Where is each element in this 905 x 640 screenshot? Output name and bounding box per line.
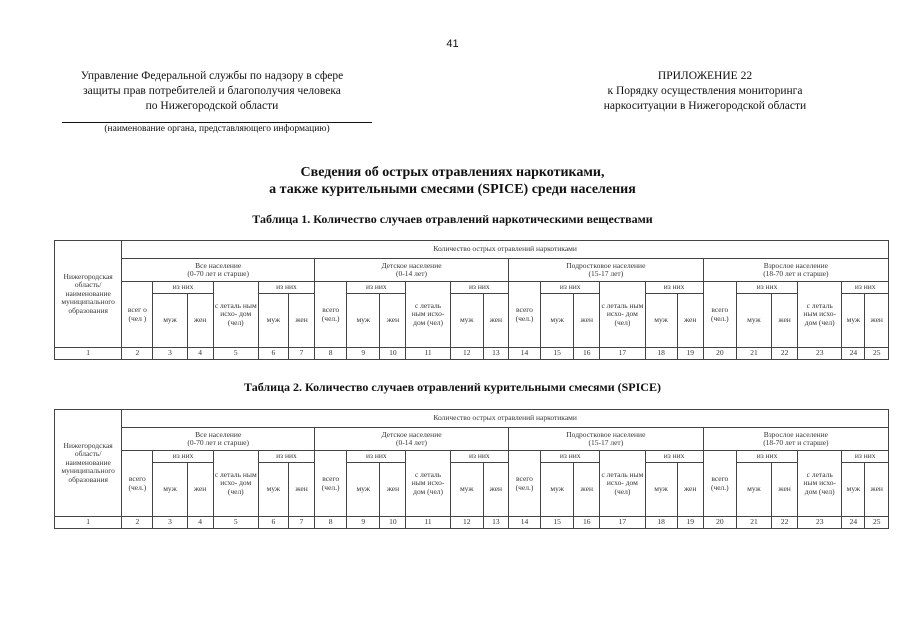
female-header: жен bbox=[288, 294, 314, 348]
total-header: всег о (чел ) bbox=[122, 282, 153, 348]
of-them-header: из них bbox=[645, 282, 703, 294]
col-number: 21 bbox=[736, 348, 771, 360]
org-line: защиты прав потребителей и благополучия человека bbox=[83, 85, 341, 97]
col-number: 6 bbox=[258, 348, 288, 360]
table-caption: Таблица 2. Количество случаев отравлений курительными смесями (SPICE) bbox=[244, 380, 661, 394]
col-number: 21 bbox=[736, 517, 771, 529]
female-header: жен bbox=[574, 294, 600, 348]
total-header: всего (чел.) bbox=[315, 451, 347, 517]
female-header: жен bbox=[187, 463, 213, 517]
group-header: Все население (0-70 лет и старше) bbox=[122, 428, 315, 451]
male-header: муж bbox=[736, 294, 771, 348]
male-header: муж bbox=[347, 463, 380, 517]
lethal-header: с леталь ным исхо- дом (чел) bbox=[798, 282, 842, 348]
total-header: всего (чел.) bbox=[703, 282, 736, 348]
female-header: жен bbox=[677, 463, 703, 517]
lethal-header: с леталь ным исхо- дом (чел) bbox=[213, 282, 258, 348]
appendix-header bbox=[575, 69, 835, 114]
col-number: 19 bbox=[677, 517, 703, 529]
female-header: жен bbox=[865, 463, 889, 517]
top-header: Количество острых отравлений наркотиками bbox=[122, 241, 889, 259]
appendix-line: наркоситуации в Нижегородской области bbox=[603, 100, 807, 112]
top-header: Количество острых отравлений наркотиками bbox=[122, 410, 889, 428]
of-them-header: из них bbox=[153, 451, 213, 463]
region-header: Нижегородская область/ наименование муниципального образования bbox=[55, 410, 122, 517]
col-number: 25 bbox=[865, 348, 889, 360]
total-header: всего (чел.) bbox=[122, 451, 153, 517]
col-number: 1 bbox=[55, 348, 122, 360]
col-number: 18 bbox=[645, 517, 677, 529]
col-number: 4 bbox=[187, 517, 213, 529]
of-them-header: из них bbox=[258, 451, 314, 463]
total-header: всего (чел.) bbox=[508, 282, 540, 348]
org-line: Управление Федеральной службы по надзору в сфере bbox=[80, 70, 344, 82]
female-header: жен bbox=[772, 294, 798, 348]
male-header: муж bbox=[153, 294, 187, 348]
org-caption: (наименование органа, представляющего информацию) bbox=[104, 124, 330, 134]
col-number: 23 bbox=[798, 517, 842, 529]
col-number: 11 bbox=[406, 517, 450, 529]
col-number: 3 bbox=[153, 517, 187, 529]
col-number: 9 bbox=[347, 348, 380, 360]
organization-header bbox=[52, 69, 372, 114]
col-number: 5 bbox=[213, 348, 258, 360]
col-number: 25 bbox=[865, 517, 889, 529]
col-number: 17 bbox=[600, 517, 645, 529]
data-table bbox=[54, 240, 889, 360]
document-title bbox=[0, 164, 905, 198]
of-them-header: из них bbox=[258, 282, 314, 294]
male-header: муж bbox=[541, 294, 574, 348]
lethal-header: с леталь ным исхо- дом (чел) bbox=[600, 282, 645, 348]
col-number: 14 bbox=[508, 348, 540, 360]
col-number: 24 bbox=[842, 348, 865, 360]
col-number: 16 bbox=[574, 348, 600, 360]
group-header: Детское население (0-14 лет) bbox=[315, 428, 509, 451]
appendix-line: ПРИЛОЖЕНИЕ 22 bbox=[657, 70, 753, 82]
table-caption: Таблица 1. Количество случаев отравлений наркотическими веществами bbox=[252, 212, 653, 226]
column-number-row bbox=[55, 517, 889, 529]
region-header: Нижегородская область/ наименование муниципального образования bbox=[55, 241, 122, 348]
col-number: 2 bbox=[122, 348, 153, 360]
of-them-header: из них bbox=[541, 282, 600, 294]
col-number: 16 bbox=[574, 517, 600, 529]
lethal-header: с леталь ным исхо- дом (чел) bbox=[213, 451, 258, 517]
female-header: жен bbox=[483, 463, 508, 517]
col-number: 1 bbox=[55, 517, 122, 529]
col-number: 24 bbox=[842, 517, 865, 529]
total-header: всего (чел.) bbox=[703, 451, 736, 517]
title-line: а также курительными смесями (SPICE) среди населения bbox=[269, 182, 636, 197]
col-number: 4 bbox=[187, 348, 213, 360]
group-header: Все население (0-70 лет и старше) bbox=[122, 259, 315, 282]
male-header: муж bbox=[450, 463, 483, 517]
col-number: 19 bbox=[677, 348, 703, 360]
of-them-header: из них bbox=[645, 451, 703, 463]
total-header: всего (чел.) bbox=[315, 282, 347, 348]
col-number: 15 bbox=[541, 348, 574, 360]
female-header: жен bbox=[187, 294, 213, 348]
col-number: 9 bbox=[347, 517, 380, 529]
male-header: муж bbox=[645, 294, 677, 348]
org-line: по Нижегородской области bbox=[145, 100, 279, 112]
col-number: 7 bbox=[288, 348, 314, 360]
male-header: муж bbox=[153, 463, 187, 517]
of-them-header: из них bbox=[450, 451, 508, 463]
male-header: муж bbox=[258, 294, 288, 348]
col-number: 12 bbox=[450, 517, 483, 529]
col-number: 14 bbox=[508, 517, 540, 529]
data-table bbox=[54, 409, 889, 529]
appendix-line: к Порядку осуществления мониторинга bbox=[607, 85, 803, 97]
col-number: 20 bbox=[703, 348, 736, 360]
col-number: 18 bbox=[645, 348, 677, 360]
male-header: муж bbox=[736, 463, 771, 517]
of-them-header: из них bbox=[736, 282, 797, 294]
title-line: Сведения об острых отравлениях наркотиками, bbox=[300, 165, 605, 180]
female-header: жен bbox=[380, 294, 406, 348]
col-number: 12 bbox=[450, 348, 483, 360]
male-header: муж bbox=[842, 294, 865, 348]
male-header: муж bbox=[842, 463, 865, 517]
of-them-header: из них bbox=[347, 282, 406, 294]
col-number: 15 bbox=[541, 517, 574, 529]
col-number: 11 bbox=[406, 348, 450, 360]
page-number: 41 bbox=[446, 38, 459, 50]
group-header: Взрослое население (18-70 лет и старше) bbox=[703, 259, 888, 282]
col-number: 7 bbox=[288, 517, 314, 529]
lethal-header: с леталь ным исхо- дом (чел) bbox=[406, 451, 450, 517]
of-them-header: из них bbox=[842, 451, 889, 463]
of-them-header: из них bbox=[450, 282, 508, 294]
female-header: жен bbox=[677, 294, 703, 348]
col-number: 10 bbox=[380, 348, 406, 360]
female-header: жен bbox=[574, 463, 600, 517]
lethal-header: с леталь ным исхо- дом (чел) bbox=[798, 451, 842, 517]
male-header: муж bbox=[258, 463, 288, 517]
col-number: 22 bbox=[772, 348, 798, 360]
male-header: муж bbox=[450, 294, 483, 348]
signature-line bbox=[62, 122, 372, 123]
col-number: 23 bbox=[798, 348, 842, 360]
group-header: Подростковое население (15-17 лет) bbox=[508, 259, 703, 282]
total-header: всего (чел.) bbox=[508, 451, 540, 517]
col-number: 5 bbox=[213, 517, 258, 529]
female-header: жен bbox=[772, 463, 798, 517]
col-number: 2 bbox=[122, 517, 153, 529]
female-header: жен bbox=[380, 463, 406, 517]
col-number: 8 bbox=[315, 348, 347, 360]
col-number: 20 bbox=[703, 517, 736, 529]
female-header: жен bbox=[865, 294, 889, 348]
male-header: муж bbox=[645, 463, 677, 517]
male-header: муж bbox=[541, 463, 574, 517]
of-them-header: из них bbox=[842, 282, 889, 294]
col-number: 3 bbox=[153, 348, 187, 360]
col-number: 8 bbox=[315, 517, 347, 529]
group-header: Подростковое население (15-17 лет) bbox=[508, 428, 703, 451]
col-number: 13 bbox=[483, 517, 508, 529]
group-header: Детское население (0-14 лет) bbox=[315, 259, 509, 282]
lethal-header: с леталь ным исхо- дом (чел) bbox=[406, 282, 450, 348]
of-them-header: из них bbox=[347, 451, 406, 463]
group-header: Взрослое население (18-70 лет и старше) bbox=[703, 428, 888, 451]
of-them-header: из них bbox=[541, 451, 600, 463]
female-header: жен bbox=[288, 463, 314, 517]
of-them-header: из них bbox=[153, 282, 213, 294]
col-number: 22 bbox=[772, 517, 798, 529]
col-number: 6 bbox=[258, 517, 288, 529]
lethal-header: с леталь ным исхо- дом (чел) bbox=[600, 451, 645, 517]
column-number-row bbox=[55, 348, 889, 360]
col-number: 10 bbox=[380, 517, 406, 529]
male-header: муж bbox=[347, 294, 380, 348]
of-them-header: из них bbox=[736, 451, 797, 463]
female-header: жен bbox=[483, 294, 508, 348]
col-number: 17 bbox=[600, 348, 645, 360]
col-number: 13 bbox=[483, 348, 508, 360]
